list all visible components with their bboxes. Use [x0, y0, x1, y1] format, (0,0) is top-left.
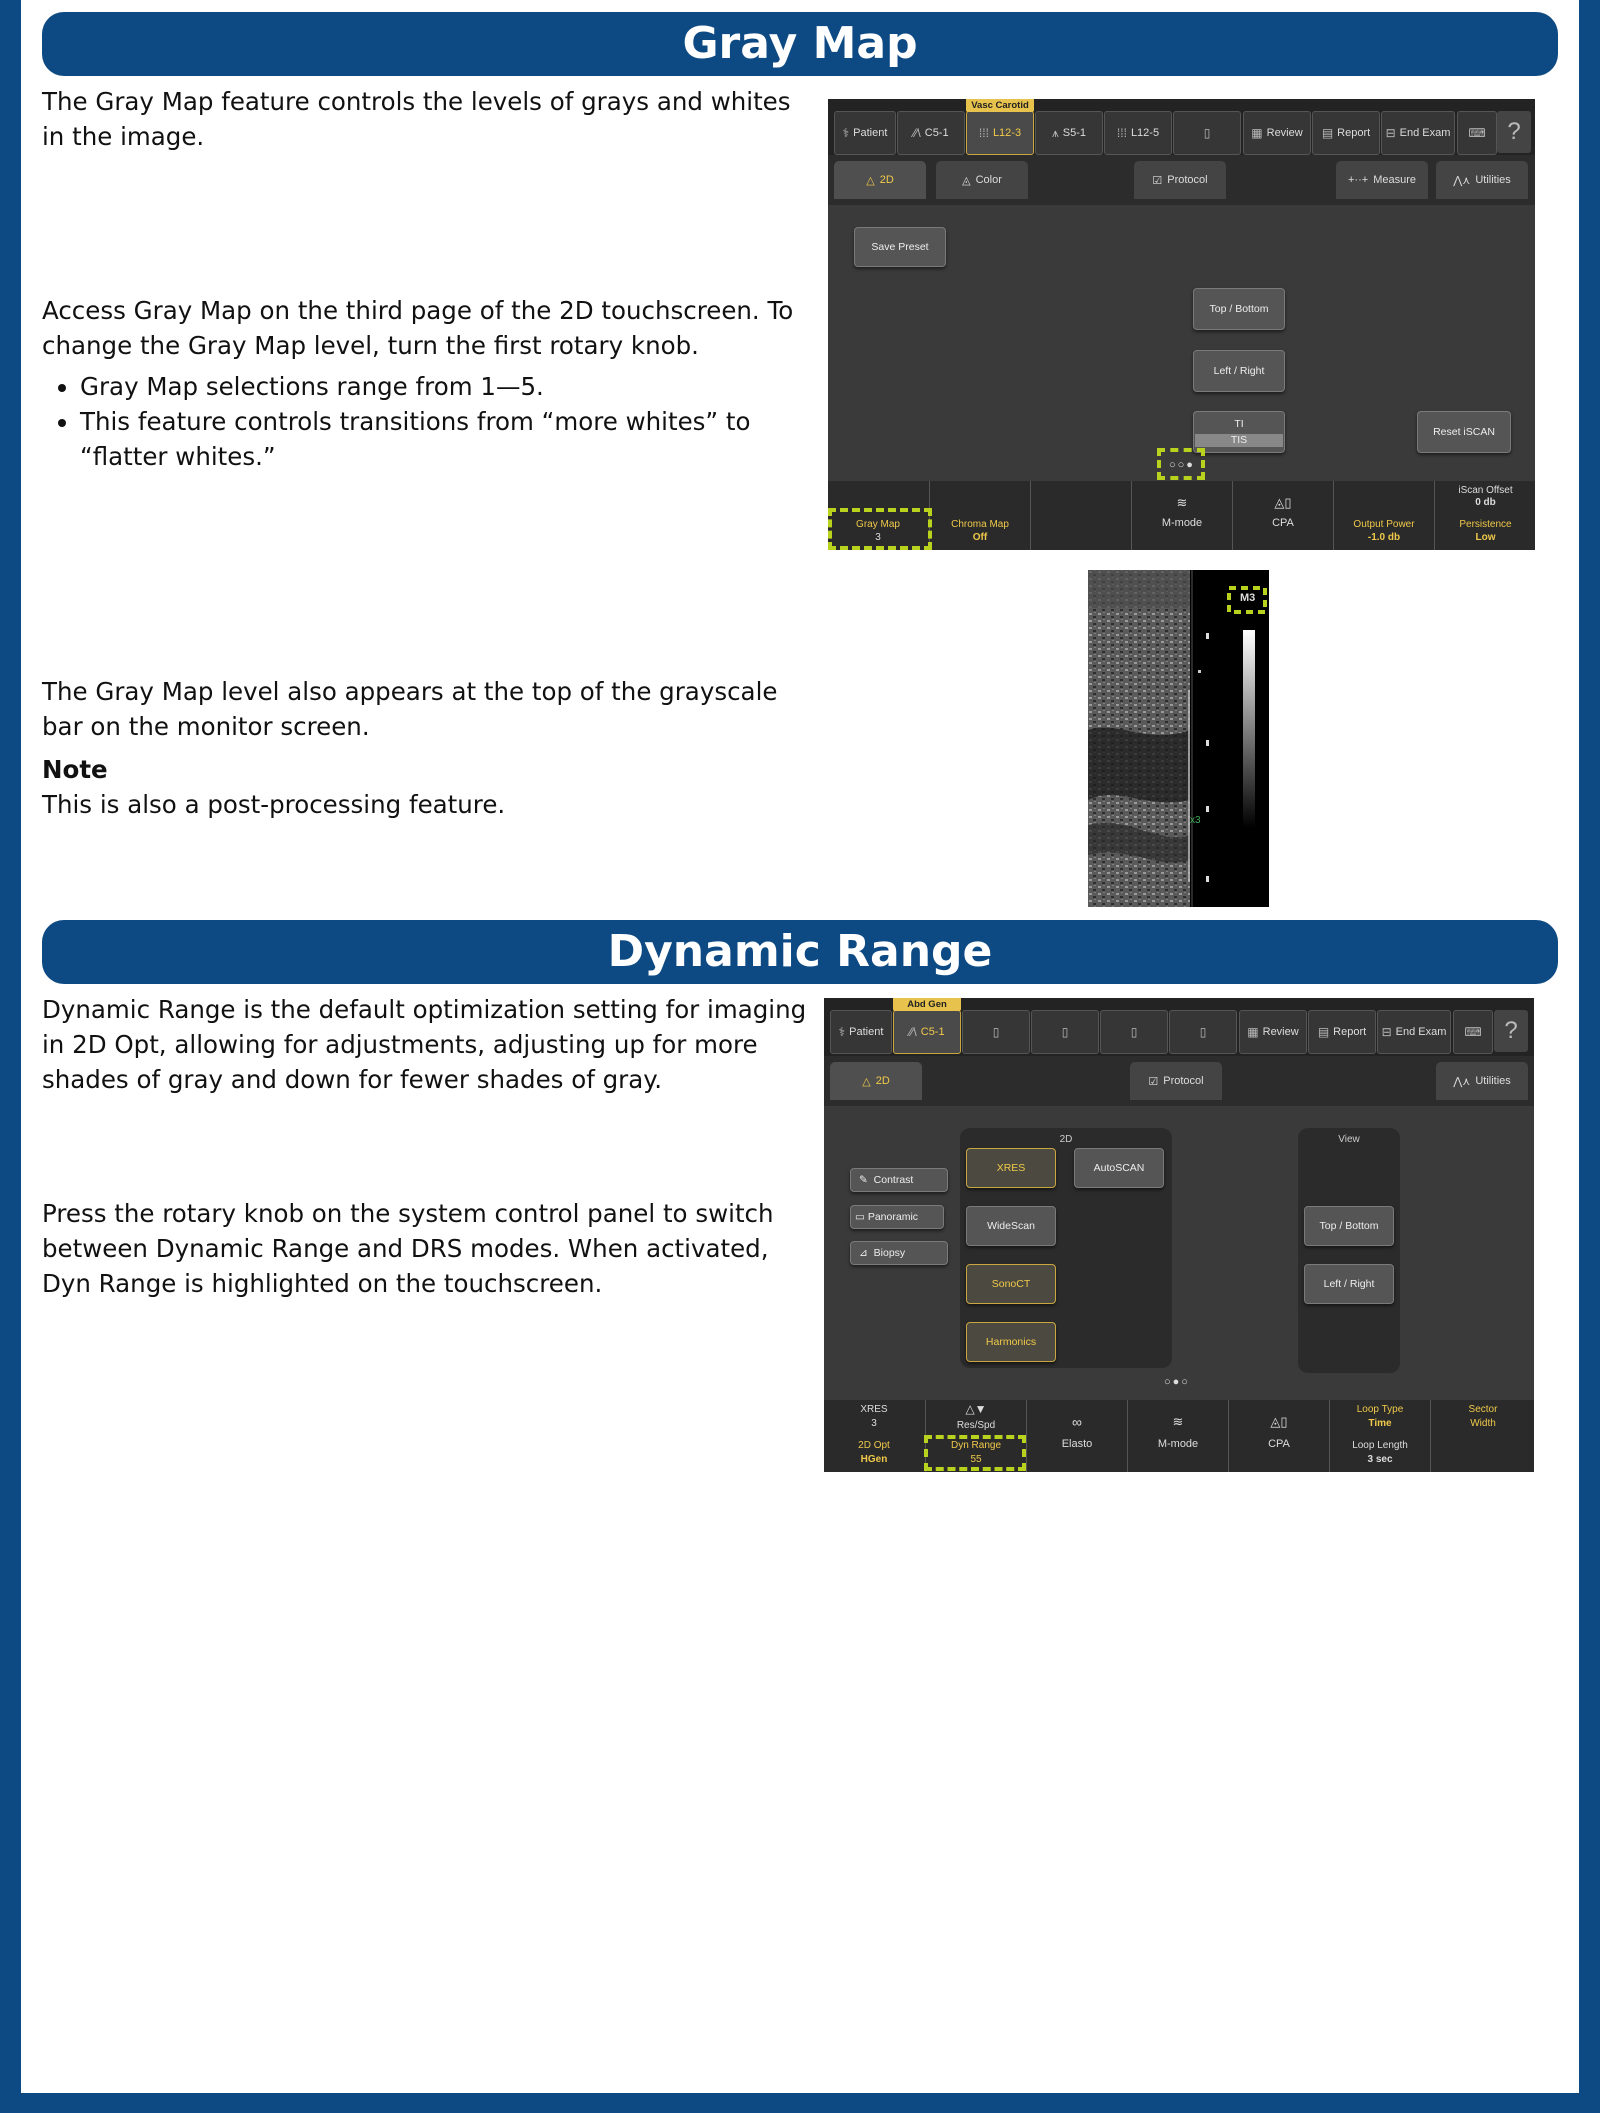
focus-marker [1198, 670, 1201, 673]
note-text: This is also a post-processing feature. [42, 790, 506, 819]
vessel-region [1088, 728, 1190, 803]
knob-output-power[interactable] [1333, 481, 1434, 550]
depth-tick [1206, 633, 1209, 639]
tab-label: Protocol [1167, 174, 1208, 186]
keyboard-icon: ⌨ [1468, 126, 1486, 140]
linear-probe-icon: ⁞⁞⁞ [1116, 126, 1127, 140]
knob-empty-3[interactable] [1030, 481, 1131, 550]
tab-bar [828, 155, 1535, 205]
tab-color[interactable] [936, 161, 1028, 199]
end-exam-button[interactable] [1381, 111, 1455, 155]
tab-bar [824, 1056, 1534, 1106]
tab-protocol[interactable] [1130, 1062, 1222, 1100]
tab-label: Utilities [1475, 1075, 1511, 1087]
transducer-label: L12-3 [992, 127, 1022, 139]
dyn-range-value: 55 [970, 1454, 982, 1465]
elasto-label: Elasto [1061, 1438, 1093, 1450]
focus-mark: x3 [1190, 815, 1201, 826]
preset-tag: Abd Gen [893, 998, 961, 1011]
review-button[interactable] [1243, 111, 1311, 155]
probe-icon: △ [866, 174, 875, 187]
transducer-l12-3[interactable] [966, 111, 1034, 155]
dynamic-range-title: Dynamic Range [607, 926, 993, 977]
res-label: Res/Spd [956, 1420, 996, 1431]
elasto-button[interactable] [1026, 1400, 1127, 1472]
tab-label: 2D [879, 174, 894, 186]
report-label: Report [1337, 127, 1371, 139]
mmode-label: M-mode [1157, 1438, 1199, 1450]
ti-tis-button[interactable] [1193, 411, 1285, 453]
loop-type-label: Loop Type [1356, 1404, 1404, 1415]
report-icon: ▤ [1317, 1025, 1330, 1039]
probe-slot-icon: ▯ [1130, 1025, 1138, 1039]
panoramic-label: Panoramic [867, 1210, 919, 1223]
caliper-icon: +··+ [1348, 174, 1369, 186]
mmode-icon: ≋ [1172, 1414, 1184, 1429]
patient-button[interactable] [834, 111, 896, 155]
touchscreen-gray-map [828, 99, 1535, 550]
patient-icon: ⚕ [842, 126, 850, 140]
review-button[interactable] [1239, 1010, 1307, 1054]
end-exam-button[interactable] [1377, 1010, 1451, 1054]
help-button[interactable]: ? [1497, 111, 1531, 153]
color-icon: ◬ [962, 174, 971, 187]
gray-map-indicator: M3 [1240, 592, 1256, 604]
opt-label: 2D Opt [858, 1440, 890, 1451]
gray-map-access [42, 293, 802, 474]
sector-probe-icon: ⩚ [1051, 125, 1059, 140]
sector-label: Sector [1468, 1404, 1498, 1415]
curved-probe-icon: ⁄⁄\ [909, 1025, 917, 1039]
gray-map-appears [42, 674, 802, 822]
biopsy-button[interactable] [850, 1241, 948, 1265]
knob-sector-width[interactable] [1430, 1400, 1534, 1472]
preset-tag: Vasc Carotid [966, 99, 1034, 112]
mmode-button[interactable] [1131, 481, 1232, 550]
panel-2d [960, 1128, 1172, 1368]
gray-map-label: Gray Map [856, 519, 900, 530]
empty-probe-slot[interactable] [1100, 1010, 1168, 1054]
transducer-label: L12-5 [1130, 127, 1160, 139]
end-exam-label: End Exam [1399, 127, 1451, 139]
patient-label: Patient [853, 127, 888, 139]
cpa-icon: ◬▯ [1274, 495, 1292, 510]
highlight-gray-map [828, 508, 932, 550]
review-label: Review [1262, 1026, 1299, 1038]
cpa-button[interactable] [1232, 481, 1333, 550]
section-header-gray-map [42, 12, 1558, 76]
cpa-label: CPA [1272, 517, 1294, 529]
tab-label: Utilities [1475, 174, 1511, 186]
gray-map-title: Gray Map [682, 18, 918, 69]
review-icon: ▦ [1251, 126, 1263, 140]
transducer-label: C5-1 [920, 1026, 945, 1038]
dynamic-range-press [42, 1196, 812, 1301]
biopsy-label: Biopsy [873, 1246, 906, 1259]
depth-tick [1206, 740, 1209, 746]
empty-probe-slot[interactable] [1031, 1010, 1099, 1054]
transducer-c5-1[interactable] [893, 1010, 961, 1054]
image-edge [1191, 570, 1193, 907]
output-value: -1.0 db [1367, 532, 1401, 543]
page-indicator: ○●○ [1164, 1376, 1190, 1388]
waveform-icon: ⋀⋏ [1453, 174, 1471, 187]
gray-map-appears-text: The Gray Map level also appears at the top of the grayscale bar on the monitor screen. [42, 677, 778, 741]
review-icon: ▦ [1247, 1025, 1259, 1039]
tab-utilities[interactable] [1436, 161, 1528, 199]
checkbox-icon: ☑ [1152, 174, 1163, 187]
empty-probe-slot[interactable] [1169, 1010, 1237, 1054]
tis-label: TIS [1195, 434, 1283, 447]
probe-slot-icon: ▯ [992, 1025, 1000, 1039]
dynamic-range-intro [42, 992, 812, 1097]
probe-slot-icon: ▯ [1199, 1025, 1207, 1039]
save-preset-button[interactable]: Save Preset [854, 227, 946, 267]
transducer-c5-1[interactable] [897, 111, 965, 155]
opt-value: HGen [860, 1454, 888, 1465]
bullet-item: • This feature controls transitions from “more whites” to “flatter whites.” [80, 404, 802, 474]
tissue-top-band [1088, 570, 1190, 608]
waveform-icon: ⋀⋏ [1453, 1075, 1471, 1088]
loop-type-value: Time [1368, 1418, 1392, 1429]
section-header-dynamic-range [42, 920, 1558, 984]
report-button[interactable] [1312, 111, 1380, 155]
gray-map-bullets [42, 369, 802, 474]
xres-label: XRES [860, 1404, 888, 1415]
dyn-range-label: Dyn Range [950, 1440, 1002, 1451]
top-bottom-button[interactable]: Top / Bottom [1193, 288, 1285, 330]
review-label: Review [1266, 127, 1303, 139]
elasto-icon: ∞ [1072, 1414, 1082, 1430]
keyboard-button[interactable] [1453, 1010, 1493, 1054]
highlight-pager [1157, 448, 1205, 480]
cpa-button[interactable] [1228, 1400, 1329, 1472]
dynamic-range-press-text: Press the rotary knob on the system control panel to switch between Dynamic Range and DRS modes. When activated, Dyn Range is highlighted on the touchscreen. [42, 1199, 774, 1298]
cpa-icon: ◬▯ [1270, 1414, 1288, 1429]
gray-map-access-text: Access Gray Map on the third page of the 2D touchscreen. To change the Gray Map level, turn the first rotary knob. [42, 296, 794, 360]
panel-view [1298, 1128, 1400, 1373]
triangle-icon: △▼ [965, 1402, 987, 1416]
iscan-label: iScan Offset [1458, 485, 1513, 496]
tab-label: Measure [1373, 174, 1416, 186]
knob-loop[interactable] [1329, 1400, 1430, 1472]
sector-value: Width [1470, 1418, 1496, 1429]
transducer-l12-5[interactable] [1104, 111, 1172, 155]
patient-label: Patient [849, 1026, 884, 1038]
mmode-icon: ≋ [1176, 495, 1188, 510]
depth-tick [1206, 806, 1209, 812]
ultrasound-scan [1088, 570, 1269, 907]
help-button[interactable]: ? [1494, 1010, 1528, 1052]
panoramic-button[interactable] [850, 1205, 944, 1229]
report-button[interactable] [1308, 1010, 1376, 1054]
loop-length-label: Loop Length [1352, 1440, 1408, 1451]
touchscreen-dynamic-range [824, 998, 1534, 1472]
loop-length-value: 3 sec [1367, 1454, 1393, 1465]
patient-icon: ⚕ [838, 1025, 846, 1039]
end-exam-label: End Exam [1395, 1026, 1447, 1038]
cpa-label: CPA [1268, 1438, 1290, 1450]
persist-label: Persistence [1459, 519, 1512, 530]
chroma-value: Off [972, 532, 988, 543]
bullet-item: • Gray Map selections range from 1—5. [80, 369, 802, 404]
patient-button[interactable] [830, 1010, 892, 1054]
harmonics-button[interactable]: Harmonics [966, 1322, 1056, 1362]
panoramic-icon: ▭ [855, 1210, 865, 1223]
top-bottom-button[interactable]: Top / Bottom [1304, 1206, 1394, 1246]
bottom-knob-bar [828, 481, 1535, 550]
tab-utilities[interactable] [1436, 1062, 1528, 1100]
depth-tick [1206, 876, 1209, 882]
tab-2d[interactable] [830, 1062, 922, 1100]
side-margin [1190, 570, 1269, 907]
knob-xres-2d-opt[interactable] [824, 1400, 924, 1472]
ultrasound-image [1088, 570, 1269, 907]
left-right-button[interactable]: Left / Right [1193, 350, 1285, 392]
widescan-button[interactable]: WideScan [966, 1206, 1056, 1246]
keyboard-icon: ⌨ [1464, 1025, 1482, 1039]
ti-label: TI [1234, 417, 1244, 430]
contrast-label: Contrast [873, 1173, 914, 1186]
xres-button[interactable]: XRES [966, 1148, 1056, 1188]
empty-probe-slot[interactable] [962, 1010, 1030, 1054]
note-heading: Note [42, 755, 108, 784]
probe-icon: △ [862, 1075, 871, 1088]
persist-value: Low [1475, 532, 1496, 543]
autoscan-button[interactable]: AutoSCAN [1074, 1148, 1164, 1188]
output-label: Output Power [1353, 519, 1415, 530]
panel-2d-label: 2D [1059, 1134, 1073, 1145]
transducer-label: S5-1 [1062, 127, 1087, 139]
empty-probe-slot[interactable] [1173, 111, 1241, 155]
syringe-icon: ✎ [859, 1173, 868, 1186]
tab-label: 2D [875, 1075, 890, 1087]
knob-iscan-persistence[interactable] [1434, 481, 1535, 550]
checkbox-icon: ☑ [1148, 1075, 1159, 1088]
grayscale-bar [1243, 630, 1255, 828]
transducer-label: C5-1 [924, 127, 949, 139]
contrast-button[interactable] [850, 1168, 948, 1192]
panel-view-label: View [1338, 1134, 1360, 1145]
chroma-label: Chroma Map [951, 519, 1009, 530]
tab-label: Protocol [1163, 1075, 1204, 1087]
gray-map-value: 3 [875, 532, 881, 543]
mmode-button[interactable] [1127, 1400, 1228, 1472]
keyboard-button[interactable] [1457, 111, 1497, 155]
gray-map-intro-text: The Gray Map feature controls the levels of grays and whites in the image. [42, 87, 791, 151]
report-label: Report [1333, 1026, 1367, 1038]
report-icon: ▤ [1321, 126, 1334, 140]
tab-label: Color [975, 174, 1002, 186]
probe-slot-icon: ▯ [1061, 1025, 1069, 1039]
highlight-dyn-range [924, 1435, 1026, 1471]
knob-chroma-map[interactable] [929, 481, 1030, 550]
mmode-label: M-mode [1161, 517, 1203, 529]
transducer-s5-1[interactable] [1035, 111, 1103, 155]
end-exam-icon: ⊟ [1385, 126, 1396, 140]
iscan-value: 0 db [1475, 497, 1496, 508]
reset-iscan-button[interactable]: Reset iSCAN [1417, 411, 1511, 453]
end-exam-icon: ⊟ [1381, 1025, 1392, 1039]
xres-value: 3 [871, 1418, 877, 1429]
tab-2d[interactable] [834, 161, 926, 199]
tab-protocol[interactable] [1134, 161, 1226, 199]
dynamic-range-intro-text: Dynamic Range is the default optimization setting for imaging in 2D Opt, allowing for adjustments, adjusting up for more shades of gray and down for fewer shades of gray. [42, 995, 807, 1094]
left-right-button[interactable]: Left / Right [1304, 1264, 1394, 1304]
biopsy-icon: ⊿ [859, 1246, 868, 1259]
probe-slot-icon: ▯ [1203, 126, 1211, 140]
tab-measure[interactable] [1336, 161, 1428, 199]
gray-map-intro [42, 84, 802, 154]
sonoct-button[interactable]: SonoCT [966, 1264, 1056, 1304]
linear-probe-icon: ⁞⁞⁞ [978, 126, 989, 140]
page-indicator: ○○● [1169, 459, 1195, 471]
curved-probe-icon: ⁄⁄\ [913, 126, 921, 140]
